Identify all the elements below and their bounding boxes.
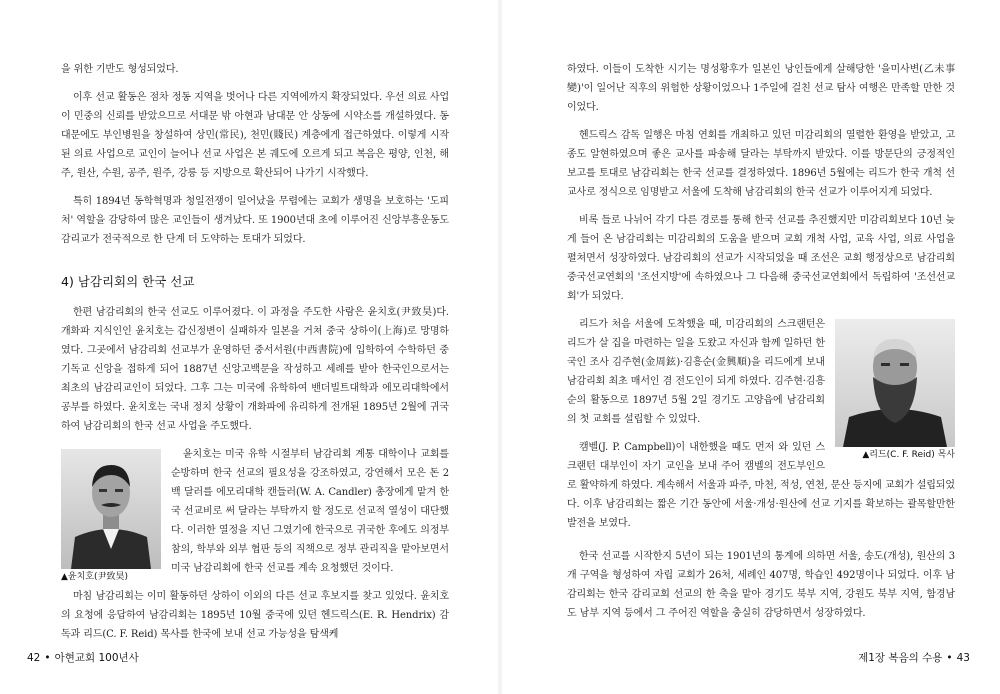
paragraph: 을 위한 기반도 형성되었다.: [61, 64, 179, 75]
paragraph: 한국 선교를 시작한지 5년이 되는 1901년의 통계에 의하면 서울, 송도(개성), 원산의 3개 구역을 형성하여 자립 교회가 26처, 세례인 407명, 학습인 492명이나 되었다. 이후 남감리회는 한국 감리교회 선교의 한 축을 맡아 경기도 북부 지역, 강원도 북부 지역, 함경남도 남부 지역 등에서 그 주어진 역할을 충실히 감당하면서 성장하였다.: [567, 551, 955, 619]
book-title: 아현교회 100년사: [54, 652, 139, 664]
portrait-photo: [835, 319, 955, 447]
bullet-separator: •: [946, 652, 953, 664]
left-page-footer: [27, 650, 139, 665]
chapter-title: 제1장 복음의 수용: [858, 652, 943, 664]
paragraph: 캠벨(J. P. Campbell)이 내한했을 때도 먼저 와 있던 스크랜턴 대부인이 자기 교인을 보내 주어 캠벨의 전도부인으로 활약하게 하였다. 계속해서 서울과 파주, 마천, 적성, 연천, 문산 등지에 교회가 설립되었다. 이후 남감리회는 짧은 기간 동안에 서울·개성·원산에 선교 기지를 확보하는 괄목할만한 발전을 보였다.: [567, 442, 955, 529]
paragraph: 이후 선교 활동은 점차 정동 지역을 벗어나 다른 지역에까지 확장되었다. 우선 의료 사업이 민중의 신뢰를 받았으므로 서대문 밖 아현과 남대문 안 상동에 시약소를 개설하였다. 동대문에도 부인병원을 창설하여 상민(常民), 천민(賤民) 계층에게 접근하였다. 이렇게 시작된 의료 사업으로 교인이 늘어나 선교 사업은 본 궤도에 오르게 되고 복음은 평양, 인천, 해주, 원산, 수원, 공주, 원주, 강릉 등 지방으로 확산되어 나가기 시작했다.: [61, 92, 449, 179]
paragraph: 마침 남감리회는 이미 활동하던 상하이 이외의 다른 선교 후보지를 찾고 있었다. 윤치호의 요청에 응답하여 남감리회는 1895년 10월 중국에 있던 헨드릭스(E. R. Hendrix) 감독과 리드(C. F. Reid) 목사를 한국에 보내 선교 가능성을 탐색케: [61, 591, 449, 640]
paragraph: 헨드릭스 감독 일행은 마침 연회를 개최하고 있던 미감리회의 열렬한 환영을 받았고, 고종도 알현하였으며 좋은 교사를 파송해 달라는 부탁까지 받았다. 이를 방문단의 긍정적인 보고를 토대로 남감리회는 한국 선교를 결정하였다. 1896년 5월에는 리드가 한국 개척 선교사로 정식으로 임명받고 서울에 도착해 남감리회의 한국 선교가 이루어지게 되었다.: [567, 130, 955, 198]
paragraph: 윤치호는 미국 유학 시절부터 남감리회 계통 대학이나 교회를 순방하며 한국 선교의 필요성을 강조하였고, 강연해서 모은 돈 2백 달러를 에모리대학 캔들러(W. A. Candler) 총장에게 맡겨 한국 선교비로 써 달라는 부탁까지 할 정도로 선교적 열성이 대단했다. 이러한 열정을 지닌 그였기에 한국으로 귀국한 후에도 의정부 참의, 학부와 외부 협판 등의 직책으로 정부 관리직을 맡아보면서 미국 남감리회에 한국 선교를 계속 요청했던 것이다.: [171, 449, 449, 574]
photo-caption: ▲윤치호(尹致昊): [61, 572, 129, 582]
page-number: 42: [27, 652, 41, 664]
photo-figure-yun-chi-ho: [61, 449, 161, 583]
page-gutter: [497, 0, 503, 694]
page-number: 43: [956, 652, 970, 664]
bullet-separator: •: [44, 652, 51, 664]
paragraph: 특히 1894년 동학혁명과 청일전쟁이 일어났을 무렵에는 교회가 생명을 보호하는 '도피처' 역할을 감당하여 많은 교인들이 생겨났다. 또 1900년대 초에 이루어진 신앙부흥운동도 감리교가 전국적으로 한 단계 더 도약하는 토대가 되었다.: [61, 196, 449, 245]
photo-caption: ▲리드(C. F. Reid) 목사: [862, 450, 955, 460]
paragraph: 리드가 처음 서울에 도착했을 때, 미감리회의 스크랜턴은 리드가 살 집을 마련하는 일을 도왔고 자신과 함께 일하던 한국인 조사 김주현(金周鉉)·김흥순(金興順)을 리드에게 보내 남감리회 최초 매서인 겸 전도인이 되게 하였다. 김주현·김흥순의 활동으로 1897년 5월 2일 경기도 고양읍에 남감리회의 첫 교회를 설립할 수 있었다.: [567, 319, 825, 425]
portrait-photo: [61, 449, 161, 569]
paragraph: 한편 남감리회의 한국 선교도 이루어졌다. 이 과정을 주도한 사람은 윤치호(尹致昊)다. 개화파 지식인인 윤치호는 갑신정변이 실패하자 일본을 거쳐 중국 상하이(上海)로 망명하였다. 그곳에서 남감리회 선교부가 운영하던 중서서원(中西書院)에 입학하여 수학하던 중 기독교 신앙을 접하게 되어 1887년 신앙고백문을 작성하고 세례를 받아 한국인으로서는 최초의 남감리교인이 되었다. 그후 그는 미국에 유학하여 밴더빌트대학과 에모리대학에서 공부를 하였다. 윤치호는 국내 정치 상황이 개화파에 유리하게 전개된 1895년 2월에 귀국하여 남감리회의 한국 선교 사업을 주도했다.: [61, 307, 449, 432]
section-heading: 4) 남감리회의 한국 선교: [61, 274, 195, 289]
right-page-text: [567, 60, 955, 632]
right-page-footer: [858, 650, 970, 665]
left-page-text: [61, 60, 449, 653]
paragraph: 비록 들로 나뉘어 각기 다른 경로를 통해 한국 선교를 추진했지만 미감리회보다 10년 늦게 들어 온 남감리회는 미감리회의 도움을 받으며 교회 개척 사업, 교육 사업, 의료 사업을 펼쳐면서 성장하였다. 남감리회의 선교가 시작되었을 때 조선은 교회 행정상으로 남감리회 중국선교연회의 '조선지방'에 속하였으나 그 다음해 중국선교연회에서 독립하여 '조선선교회'가 되었다.: [567, 215, 955, 302]
paragraph: 하였다. 이들이 도착한 시기는 명성황후가 일본인 낭인들에게 살해당한 '을미사변(乙未事變)'이 일어난 직후의 위험한 상황이었으나 1주일에 걸친 선교 탐사 여행은 만족할 만한 것이었다.: [567, 64, 955, 113]
photo-figure-reid: [835, 319, 955, 461]
